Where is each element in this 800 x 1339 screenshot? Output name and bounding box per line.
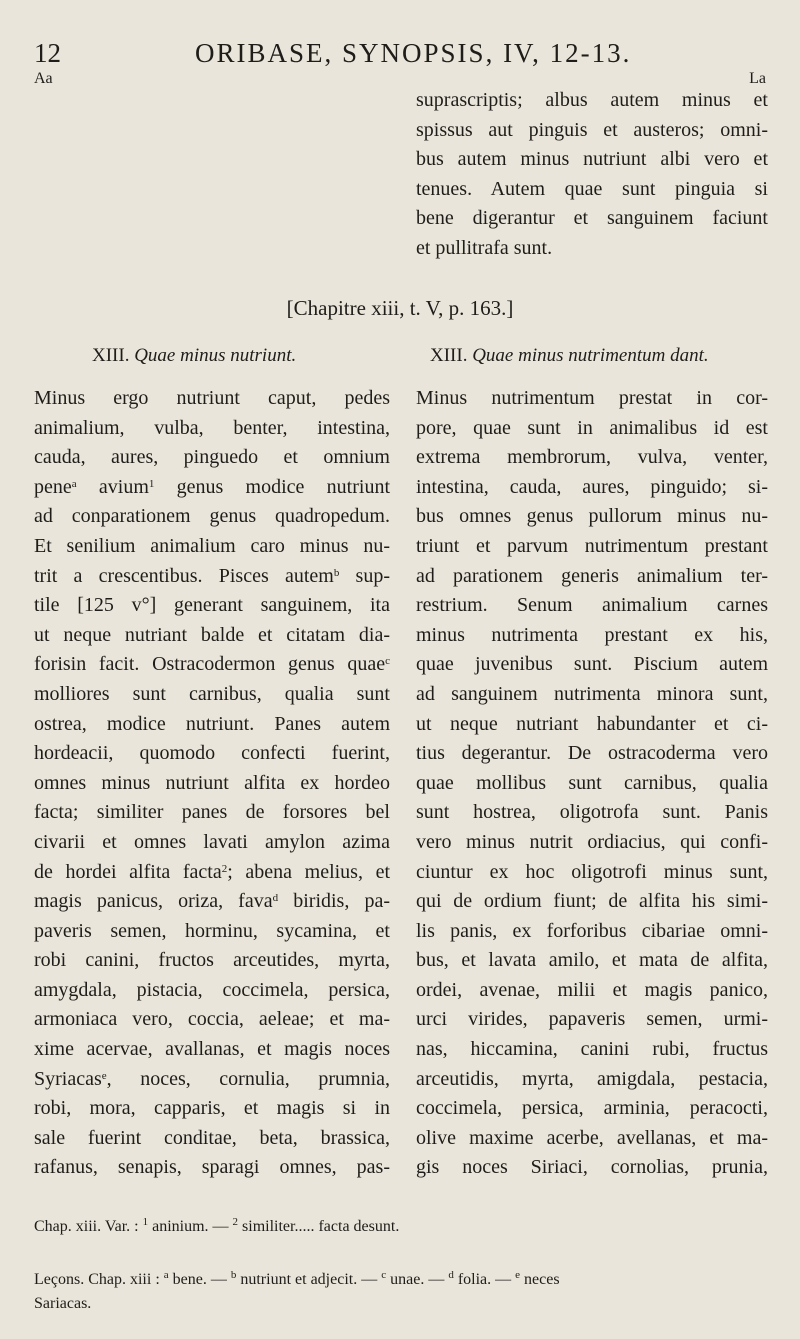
footnote-marker: e — [515, 1269, 521, 1281]
footnote-marker: 1 — [148, 477, 155, 490]
text-line: pore, quae sunt in animalibus id est — [416, 416, 768, 439]
lecons-notes — [34, 1268, 774, 1316]
footnote-marker: a — [71, 477, 77, 490]
right-heading-number: XIII. — [430, 345, 468, 366]
text-line: forisin facit. Ostracodermon genus quae$^c$ — [34, 653, 390, 676]
text-line: rafanus, senapis, sparagi omnes, pas- — [34, 1156, 390, 1179]
text-line: sunt hostrea, oligotrofa sunt. Panis — [416, 801, 768, 824]
text-line: ad parationem generis animalium ter- — [416, 564, 768, 587]
text-line: bus omnes genus pullorum minus nu- — [416, 505, 768, 528]
text-line: Syriacas$^e$, noces, cornulia, prumnia, — [34, 1067, 390, 1090]
text-line: molliores sunt carnibus, qualia sunt — [34, 682, 390, 705]
footnote-marker: e — [101, 1069, 107, 1082]
text-line: de hordei alfita facta$^2$; abena melius, et — [34, 860, 391, 883]
text-line: quae juvenibus sunt. Piscium autem — [416, 653, 768, 676]
text-line: tile [125 v°] generant sanguinem, ita — [34, 594, 390, 617]
footnote-marker: a — [163, 1269, 169, 1281]
text-line: magis panicus, oriza, fava$^d$ biridis, pa- — [34, 890, 390, 913]
text-line: nas, hiccamina, canini rubi, fructus — [416, 1038, 768, 1061]
text-line: gis noces Siriaci, cornolias, prunia, — [416, 1156, 768, 1179]
right-heading-title: Quae minus nutrimentum dant. — [472, 345, 709, 366]
running-title: ORIBASE, SYNOPSIS, IV, 12-13. — [195, 38, 632, 68]
text-line: paveris semen, horminu, sycamina, et — [34, 919, 390, 942]
text-line: lis panis, ex forforibus cibariae omni- — [416, 919, 768, 942]
text-line: ut neque nutriant balde et citatam dia- — [34, 623, 390, 646]
top-right-text — [416, 86, 768, 264]
text-line: Minus nutrimentum prestat in cor- — [416, 387, 768, 409]
text-line: restrium. Senum animalium carnes — [416, 594, 768, 617]
text-line: trit a crescentibus. Pisces autem$^b$ sup- — [34, 564, 390, 587]
footnote-marker: c — [381, 1269, 387, 1281]
text-line: vero minus nutrit ordiacius, qui confi- — [416, 830, 768, 853]
text-line: triunt et parvum nutrimentum prestant — [416, 534, 768, 557]
text-line: ciuntur ex hoc oligotrofi minus sunt, — [416, 860, 768, 883]
left-heading-number: XIII. — [92, 345, 130, 366]
text-line: amygdala, pistacia, coccimela, persica, — [34, 978, 390, 1001]
text-line: sale fuerint conditae, beta, brassica, — [34, 1126, 390, 1149]
text-line: ordei, avenae, milii et magis panico, — [416, 978, 768, 1001]
lecons-line-2: Sariacas. — [34, 1295, 92, 1312]
text-line: cauda, aures, pinguedo et omnium — [34, 446, 390, 469]
left-column-text — [34, 384, 390, 1183]
text-line: robi, mora, capparis, et magis si in — [34, 1097, 390, 1120]
footnote-marker: 2 — [221, 862, 228, 875]
right-column-text — [416, 384, 768, 1183]
text-line: xime acervae, avallanas, et magis noces — [34, 1038, 390, 1061]
text-line: bene digerantur et sanguinem faciunt — [416, 207, 768, 230]
text-line: bus, et lavata amilo, et mata de alfita, — [416, 949, 768, 972]
right-chapter-heading — [430, 345, 709, 367]
page-number: 12 — [34, 38, 61, 68]
chapter-reference: [Chapitre xiii, t. V, p. 163.] — [286, 296, 514, 320]
text-line: civarii et omnes lavati amylon azima — [34, 830, 390, 853]
footnote-marker: c — [385, 655, 390, 668]
text-line: ad conparationem genus quadropedum. — [34, 505, 390, 528]
text-line: urci virides, papaveris semen, urmi- — [416, 1008, 768, 1031]
text-line: tenues. Autem quae sunt pinguia si — [416, 177, 768, 200]
text-line: spissus aut pinguis et austeros; omni- — [416, 118, 768, 141]
text-line: ad sanguinem nutrimenta minora sunt, — [416, 682, 768, 705]
left-siglum: Aa — [34, 70, 53, 87]
text-line: pene$^a$ avium$^1$ genus modice nutriunt — [34, 475, 391, 498]
text-line: hordeacii, quomodo confecti fuerint, — [34, 742, 390, 765]
lecons-line-1: Leçons. Chap. xiii : $^a$ bene. — $^b$ nutriunt et adjecit. — $^c$ unae. — $^d$ folia. — $^e$ neces — [34, 1269, 560, 1288]
footnote-marker: b — [333, 566, 340, 579]
text-line: minus nutrimenta prestant ex his, — [416, 623, 768, 646]
text-line: quae mollibus sunt carnibus, qualia — [416, 771, 768, 794]
text-line: extrema membrorum, vulva, venter, — [416, 446, 768, 469]
footnote-marker: 1 — [142, 1216, 149, 1228]
text-line: robi canini, fructos arceutides, myrta, — [34, 949, 390, 972]
footnote-marker: d — [272, 892, 279, 905]
text-line: qui de ordium fiunt; de alfita his simi- — [416, 890, 768, 913]
text-line: coccimela, persica, arminia, peracocti, — [416, 1097, 768, 1120]
text-line: Et senilium animalium caro minus nu- — [34, 534, 390, 557]
right-siglum: La — [749, 70, 766, 87]
text-line: Minus ergo nutriunt caput, pedes — [34, 387, 390, 409]
text-line: arceutidis, myrta, amigdala, pestacia, — [416, 1067, 768, 1090]
text-line: ut neque nutriant habundanter et ci- — [416, 712, 768, 735]
text-line: intestina, cauda, aures, pinguido; si- — [416, 475, 768, 498]
text-line: bus autem minus nutriunt albi vero et — [416, 148, 768, 171]
footnote-marker: 2 — [232, 1216, 239, 1228]
variant-notes: Chap. xiii. Var. : $^1$ aninium. — $^2$ similiter..... facta desunt. — [34, 1216, 400, 1235]
text-line: omnes minus nutriunt alfita ex hordeo — [34, 771, 390, 794]
text-line: ostrea, modice nutriunt. Panes autem — [34, 712, 390, 735]
left-heading-title: Quae minus nutriunt. — [134, 345, 297, 366]
text-line: suprascriptis; albus autem minus et — [416, 89, 768, 111]
text-line: tius degerantur. De ostracoderma vero — [416, 742, 768, 765]
footnote-marker: d — [448, 1269, 454, 1281]
text-line: facta; similiter panes de forsores bel — [34, 801, 390, 824]
left-chapter-heading — [92, 345, 296, 367]
footnote-marker: b — [230, 1269, 237, 1281]
text-line: olive maxime acerbe, avellanas, et ma- — [416, 1126, 768, 1149]
text-line: armoniaca vero, coccia, aeleae; et ma- — [34, 1008, 390, 1031]
text-line: animalium, vulba, benter, intestina, — [34, 416, 390, 439]
text-line: et pullitrafa sunt. — [416, 236, 553, 259]
